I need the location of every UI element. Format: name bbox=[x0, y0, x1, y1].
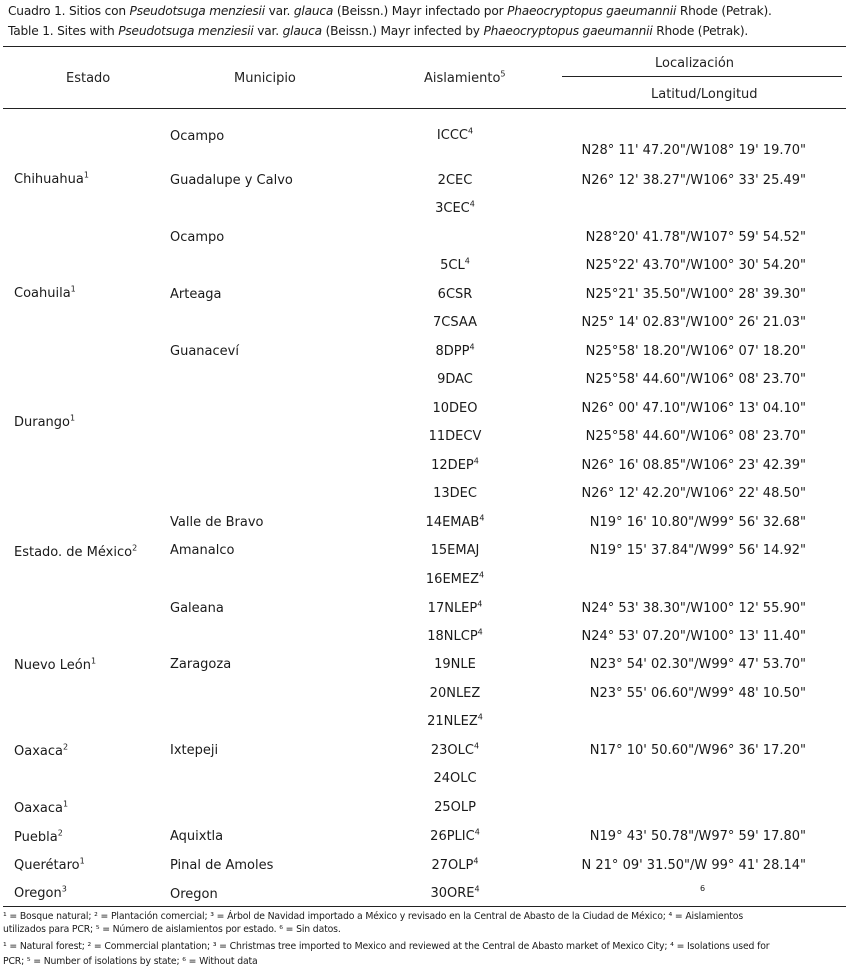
estado-cell bbox=[14, 415, 75, 430]
aislamiento-label: 27OLP bbox=[431, 858, 474, 873]
aislamiento-cell bbox=[395, 287, 515, 302]
aislamiento-label: 6CSR bbox=[437, 287, 473, 302]
aislamiento-cell bbox=[395, 458, 515, 473]
sin-datos-mark: 6 bbox=[700, 884, 706, 893]
municipio-cell: Ocampo bbox=[170, 129, 225, 144]
caption-en-fungus: Phaeocryptopus gaeumannii bbox=[483, 24, 653, 38]
aislamiento-label: 19NLE bbox=[434, 657, 476, 672]
aislamiento-cell bbox=[395, 429, 515, 444]
aislamiento-sup: 4 bbox=[477, 712, 483, 722]
municipio-cell: Ixtepeji bbox=[170, 743, 219, 758]
table-bottom-rule bbox=[3, 906, 846, 907]
aislamiento-sup: 4 bbox=[469, 342, 475, 352]
aislamiento-label: 14EMAB bbox=[425, 515, 480, 530]
aislamiento-cell bbox=[395, 771, 515, 786]
estado-cell bbox=[14, 801, 68, 816]
aislamiento-cell bbox=[395, 829, 515, 844]
aislamiento-label: 7CSAA bbox=[433, 315, 477, 330]
estado-sup: 1 bbox=[83, 170, 89, 180]
estado-sup: 2 bbox=[62, 742, 69, 752]
aislamiento-sup: 4 bbox=[474, 827, 480, 837]
aislamiento-cell bbox=[395, 344, 515, 359]
coordinates-cell: N23° 54' 02.30"/W99° 47' 53.70" bbox=[589, 657, 806, 672]
estado-cell bbox=[14, 858, 85, 873]
estado-label: Puebla bbox=[14, 830, 58, 845]
aislamiento-label: 3CEC bbox=[435, 201, 470, 216]
aislamiento-label: 8DPP bbox=[435, 344, 470, 359]
estado-cell bbox=[14, 545, 137, 560]
municipio-cell: Valle de Bravo bbox=[170, 515, 264, 530]
coordinates-cell: N28°20' 41.78"/W107° 59' 54.52" bbox=[585, 230, 806, 245]
municipio-cell: Zaragoza bbox=[170, 657, 232, 672]
aislamiento-sup: 4 bbox=[473, 856, 479, 866]
coordinates-cell: N26° 00' 47.10"/W106° 13' 04.10" bbox=[581, 401, 806, 416]
estado-sup: 1 bbox=[70, 284, 76, 294]
caption-en-variety: glauca bbox=[282, 24, 322, 38]
aislamiento-sup: 4 bbox=[479, 570, 485, 580]
municipio-cell: Galeana bbox=[170, 601, 224, 616]
localizacion-rule bbox=[562, 76, 842, 77]
coordinates-cell: N19° 15' 37.84"/W99° 56' 14.92" bbox=[589, 543, 806, 558]
aislamiento-sup: 4 bbox=[469, 199, 475, 209]
aislamiento-sup: 4 bbox=[464, 256, 470, 266]
coordinates-cell: N25°58' 44.60"/W106° 08' 23.70" bbox=[585, 372, 806, 387]
aislamiento-label: 25OLP bbox=[434, 800, 476, 815]
caption-en-part: var. bbox=[253, 24, 283, 38]
estado-cell bbox=[14, 830, 63, 845]
estado-sup: 1 bbox=[79, 856, 85, 866]
aislamiento-cell bbox=[395, 486, 515, 501]
aislamiento-label: 11DECV bbox=[428, 429, 482, 444]
estado-sup: 3 bbox=[61, 884, 67, 894]
municipio-cell: Oregon bbox=[170, 887, 218, 902]
coordinates-cell: N25°58' 18.20"/W106° 07' 18.20" bbox=[585, 344, 806, 359]
aislamiento-cell bbox=[395, 315, 515, 330]
aislamiento-cell bbox=[395, 201, 515, 216]
estado-sup: 2 bbox=[132, 543, 138, 553]
aislamiento-label: 12DEP bbox=[431, 458, 474, 473]
aislamiento-label: 16EMEZ bbox=[425, 572, 479, 587]
coordinates-cell: N26° 16' 08.85"/W106° 23' 42.39" bbox=[581, 458, 806, 473]
aislamiento-sup: 4 bbox=[473, 456, 479, 466]
caption-es-part: Rhode (Petrak). bbox=[676, 4, 772, 18]
footnote-es-line-1: ¹ = Bosque natural; ² = Plantación comercial; ³ = Árbol de Navidad importado a México y revisado en la Central de Abasto de la Ciudad de México; ⁴ = Aislamientos bbox=[3, 911, 744, 922]
aislamiento-sup: 4 bbox=[477, 627, 483, 637]
caption-es-species: Pseudotsuga menziesii bbox=[129, 4, 265, 18]
aislamiento-cell bbox=[395, 743, 515, 758]
estado-cell bbox=[14, 172, 89, 187]
aislamiento-label: 30ORE bbox=[430, 886, 475, 901]
aislamiento-label: 20NLEZ bbox=[429, 686, 481, 701]
municipio-cell: Arteaga bbox=[170, 287, 222, 302]
coordinates-cell: N25°21' 35.50"/W100° 28' 39.30" bbox=[585, 287, 806, 302]
estado-label: Coahuila bbox=[14, 286, 71, 301]
footnote-en-line-2: PCR; ⁵ = Number of isolations by state; ⁶ = Without data bbox=[3, 956, 258, 967]
caption-es-variety: glauca bbox=[293, 4, 334, 18]
aislamiento-label: 21NLEZ bbox=[427, 714, 478, 729]
aislamiento-label: 26PLIC bbox=[430, 829, 475, 844]
coordinates-cell: N24° 53' 38.30"/W100° 12' 55.90" bbox=[581, 601, 806, 616]
aislamiento-sup: 4 bbox=[479, 513, 485, 523]
header-estado: Estado bbox=[66, 71, 111, 86]
aislamiento-cell bbox=[395, 601, 515, 616]
estado-label: Oregon bbox=[14, 886, 62, 901]
coordinates-cell: N26° 12' 42.20"/W106° 22' 48.50" bbox=[581, 486, 806, 501]
aislamiento-label: 15EMAJ bbox=[430, 543, 480, 558]
aislamiento-cell bbox=[395, 714, 515, 729]
header-aislamiento bbox=[424, 71, 506, 86]
aislamiento-label: 5CL bbox=[440, 258, 465, 273]
coordinates-cell: N28° 11' 47.20"/W108° 19' 19.70" bbox=[581, 143, 806, 158]
estado-label: Oaxaca bbox=[14, 744, 63, 759]
estado-label: Chihuahua bbox=[14, 172, 84, 187]
aislamiento-cell bbox=[395, 173, 515, 188]
aislamiento-label: 9DAC bbox=[437, 372, 473, 387]
estado-label: Estado. de México bbox=[14, 545, 133, 560]
aislamiento-label: 13DEC bbox=[433, 486, 477, 501]
aislamiento-label: 24OLC bbox=[433, 771, 477, 786]
estado-sup: 1 bbox=[62, 799, 69, 809]
aislamiento-cell bbox=[395, 657, 515, 672]
municipio-cell: Guanaceví bbox=[170, 344, 239, 359]
coordinates-cell: N25°22' 43.70"/W100° 30' 54.20" bbox=[585, 258, 806, 273]
estado-label: Durango bbox=[14, 415, 71, 430]
estado-cell bbox=[14, 744, 68, 759]
caption-es-part: var. bbox=[264, 4, 294, 18]
aislamiento-label: 10DEO bbox=[432, 401, 478, 416]
estado-label: Nuevo León bbox=[14, 658, 91, 673]
header-aislamiento-label: Aislamiento bbox=[424, 71, 501, 86]
coordinates-cell: N26° 12' 38.27"/W106° 33' 25.49" bbox=[581, 173, 806, 188]
aislamiento-cell bbox=[395, 572, 515, 587]
aislamiento-cell bbox=[395, 128, 515, 143]
header-latlon: Latitud/Longitud bbox=[651, 87, 758, 102]
caption-en-part: Table 1. Sites with bbox=[8, 24, 119, 38]
aislamiento-sup: 4 bbox=[474, 741, 480, 751]
aislamiento-label: 17NLEP bbox=[427, 601, 478, 616]
table-top-rule bbox=[3, 46, 846, 47]
aislamiento-sup: 4 bbox=[474, 884, 480, 894]
estado-sup: 1 bbox=[90, 656, 97, 666]
estado-cell bbox=[14, 286, 76, 301]
aislamiento-cell bbox=[395, 800, 515, 815]
municipio-cell: Pinal de Amoles bbox=[170, 858, 274, 873]
aislamiento-cell bbox=[395, 515, 515, 530]
aislamiento-cell bbox=[395, 543, 515, 558]
coordinates-cell: N17° 10' 50.60"/W96° 36' 17.20" bbox=[589, 743, 806, 758]
coordinates-cell: N19° 16' 10.80"/W99° 56' 32.68" bbox=[589, 515, 806, 530]
coordinates-cell: N 21° 09' 31.50"/W 99° 41' 28.14" bbox=[581, 858, 806, 873]
caption-en-part: (Beissn.) Mayr infected by bbox=[321, 24, 484, 38]
estado-sup: 2 bbox=[57, 828, 63, 838]
estado-cell bbox=[14, 886, 67, 901]
estado-label: Oaxaca bbox=[14, 801, 63, 816]
coordinates-cell: N19° 43' 50.78"/W97° 59' 17.80" bbox=[589, 829, 806, 844]
header-localizacion: Localización bbox=[655, 56, 735, 71]
aislamiento-cell bbox=[395, 401, 515, 416]
aislamiento-cell bbox=[395, 858, 515, 873]
caption-spanish bbox=[8, 4, 772, 18]
municipio-cell: Guadalupe y Calvo bbox=[170, 173, 293, 188]
caption-english bbox=[8, 24, 748, 38]
caption-es-part: (Beissn.) Mayr infectado por bbox=[333, 4, 508, 18]
caption-en-part: Rhode (Petrak). bbox=[652, 24, 749, 38]
aislamiento-label: 23OLC bbox=[430, 743, 474, 758]
aislamiento-cell bbox=[395, 629, 515, 644]
header-bottom-rule bbox=[3, 108, 846, 109]
aislamiento-sup: 4 bbox=[467, 126, 474, 136]
caption-es-part: Cuadro 1. Sitios con bbox=[8, 4, 130, 18]
footnote-en-line-1: ¹ = Natural forest; ² = Commercial plantation; ³ = Christmas tree imported to Mexico and reviewed at the Central de Abasto market of Mexico City; ⁴ = Isolations used for bbox=[3, 941, 770, 952]
coordinates-cell: N24° 53' 07.20"/W100° 13' 11.40" bbox=[581, 629, 806, 644]
coordinates-cell: N25° 14' 02.83"/W100° 26' 21.03" bbox=[581, 315, 806, 330]
aislamiento-label: ICCC bbox=[436, 128, 468, 143]
aislamiento-cell bbox=[395, 258, 515, 273]
aislamiento-sup: 4 bbox=[477, 599, 483, 609]
footnote-es-line-2: utilizados para PCR; ⁵ = Número de aislamientos por estado. ⁶ = Sin datos. bbox=[3, 924, 341, 935]
estado-cell bbox=[14, 658, 96, 673]
header-municipio: Municipio bbox=[234, 71, 296, 86]
coordinates-cell: N25°58' 44.60"/W106° 08' 23.70" bbox=[585, 429, 806, 444]
aislamiento-cell bbox=[395, 686, 515, 701]
caption-en-species: Pseudotsuga menziesii bbox=[118, 24, 254, 38]
estado-label: Querétaro bbox=[14, 858, 80, 873]
aislamiento-cell bbox=[395, 886, 515, 901]
municipio-cell: Aquixtla bbox=[170, 829, 224, 844]
coordinates-cell: N23° 55' 06.60"/W99° 48' 10.50" bbox=[589, 686, 806, 701]
aislamiento-label: 2CEC bbox=[437, 173, 473, 188]
aislamiento-cell bbox=[395, 372, 515, 387]
header-aislamiento-sup: 5 bbox=[500, 69, 506, 79]
caption-es-fungus: Phaeocryptopus gaeumannii bbox=[507, 4, 677, 18]
municipio-cell: Ocampo bbox=[170, 230, 225, 245]
municipio-cell: Amanalco bbox=[170, 543, 235, 558]
estado-sup: 1 bbox=[70, 413, 76, 423]
aislamiento-label: 18NLCP bbox=[427, 629, 478, 644]
